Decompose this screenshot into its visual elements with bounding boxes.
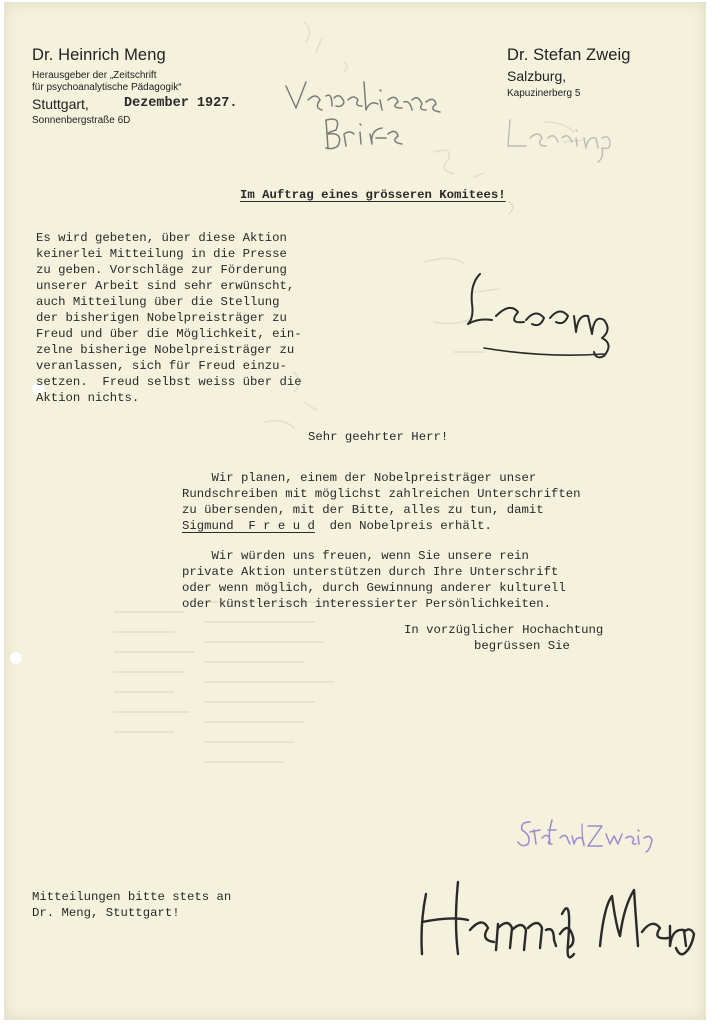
- pencil-note-verschiedene-briefe: [280, 72, 480, 152]
- paragraph1-line-4-rest: den Nobelpreis erhält.: [314, 519, 492, 533]
- letterhead-left-line1: Herausgeber der „Zeitschrift: [32, 70, 157, 81]
- sidebar-note-line-6: der bisherigen Nobelpreisträger zu: [36, 311, 287, 325]
- letterhead-left-name: Dr. Heinrich Meng: [32, 46, 166, 64]
- letterhead-left-line2: für psychoanalytische Pädagogik“: [32, 82, 182, 93]
- sidebar-note-line-4: unserer Arbeit sind sehr erwünscht,: [36, 279, 295, 293]
- letter-date: Dezember 1927.: [124, 96, 238, 111]
- sidebar-note-line-8: zelne bisherige Nobelpreisträger zu: [36, 343, 295, 357]
- sidebar-note-line-7: Freud und über die Möglichkeit, ein-: [36, 327, 302, 341]
- freud-name-underlined: Sigmund F r e u d: [182, 519, 315, 533]
- salutation: Sehr geehrter Herr!: [308, 430, 449, 444]
- letterhead-right-city: Salzburg,: [507, 68, 567, 84]
- heading: Im Auftrag eines grösseren Komitees!: [240, 188, 506, 202]
- sidebar-note-line-5: auch Mitteilung über die Stellung: [36, 295, 280, 309]
- paragraph1-line-1: Wir planen, einem der Nobelpreisträger unser: [182, 471, 537, 485]
- closing-line-1: In vorzüglicher Hochachtung: [404, 623, 604, 637]
- paragraph1-line-3: zu übersenden, mit der Bitte, alles zu tun, damit: [182, 503, 544, 517]
- letterhead-left-city: Stuttgart,: [32, 96, 89, 112]
- sidebar-note-line-1: Es wird gebeten, über diese Aktion: [36, 231, 287, 245]
- letterhead-left-street: Sonnenbergstraße 6D: [32, 115, 131, 126]
- sidebar-note-line-3: zu geben. Vorschläge zur Förderung: [36, 263, 287, 277]
- signature-heinrich-meng: [414, 874, 704, 964]
- handwritten-lessing: [466, 264, 636, 364]
- sidebar-note-line-10: setzen. Freud selbst weiss über die: [36, 375, 302, 389]
- paragraph2-line-3: oder wenn möglich, durch Gewinnung anderer kulturell: [182, 581, 566, 595]
- footer-line-2: Dr. Meng, Stuttgart!: [32, 906, 180, 920]
- signature-stefan-zweig: [516, 814, 666, 854]
- sidebar-note-line-2: keinerlei Mitteilung in die Presse: [36, 247, 287, 261]
- letterhead-right-street: Kapuzinerberg 5: [507, 88, 581, 99]
- footer-line-1: Mitteilungen bitte stets an: [32, 890, 232, 904]
- sidebar-note-line-11: Aktion nichts.: [36, 391, 140, 405]
- pencil-note-lessing-top: [504, 112, 644, 162]
- paragraph1-line-4: [182, 519, 492, 535]
- sidebar-note-line-9: veranlassen, sich für Freud einzu-: [36, 359, 287, 373]
- paragraph2-line-1: Wir würden uns freuen, wenn Sie unsere rein: [182, 549, 529, 563]
- paragraph2-line-2: private Aktion unterstützen durch Ihre Unterschrift: [182, 565, 559, 579]
- letterhead-right-name: Dr. Stefan Zweig: [507, 46, 631, 64]
- paragraph2-line-4: oder künstlerisch interessierter Persönlichkeiten.: [182, 597, 551, 611]
- closing-line-2: begrüssen Sie: [474, 639, 570, 653]
- paragraph1-line-2: Rundschreiben mit möglichst zahlreichen Unterschriften: [182, 487, 581, 501]
- letter-page: [4, 2, 706, 1020]
